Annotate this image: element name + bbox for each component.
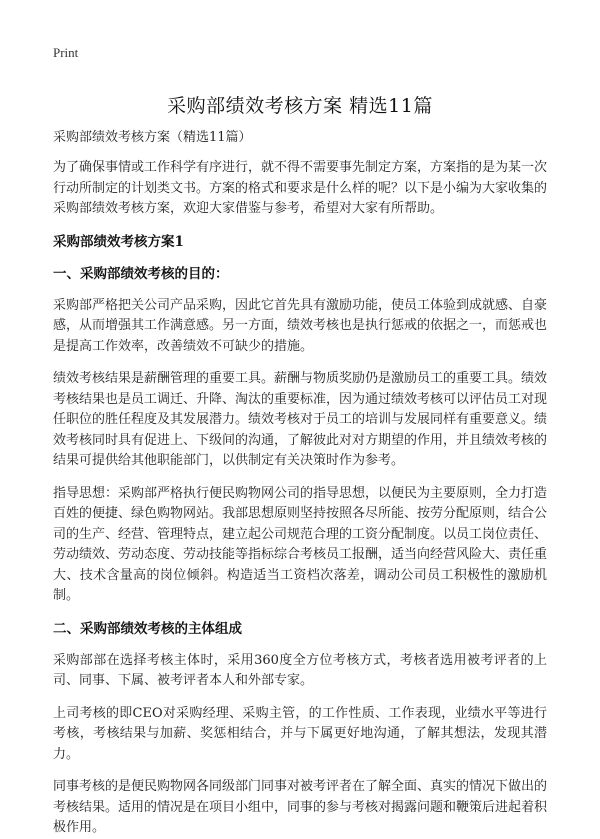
subsection-subjects-heading: 二、采购部绩效考核的主体组成 bbox=[53, 620, 242, 637]
guiding-principle-paragraph: 指导思想：采购部严格执行便民购物网公司的指导思想，以便民为主要原则，全力打造百姓的便捷、绿色购物网站。我部思想原则坚持按照各尽所能、按劳分配原则，结合公司的生产、经营、管理特点，建立起公司规范合理的工资分配制度。以员工岗位责任、劳动绩效、劳动态度、劳动技能等指标综合考核员工报酬，适当向经营风险大、责任重大、技术含量高的岗位倾斜。构造适当工资档次落差，调动公司员工积极性的激励机制。 bbox=[53, 485, 548, 603]
subjects-paragraph-2: 上司考核的即CEO对采购经理、采购主管，的工作性质、工作表现，业绩水平等进行考核，考核结果与加薪、奖惩相结合，并与下属更好地沟通，了解其想法，发现其潜力。 bbox=[53, 705, 547, 762]
subsection-purpose-heading: 一、采购部绩效考核的目的： bbox=[53, 265, 229, 282]
print-link[interactable]: Print bbox=[53, 45, 79, 60]
purpose-paragraph-2: 绩效考核结果是薪酬管理的重要工具。薪酬与物质奖励仍是激励员工的重要工具。绩效考核结果也是员工调迁、升降、淘汰的重要标准，因为通过绩效考核可以评估员工对现任职位的胜任程度及其发展潜力。绩效考核对于员工的培训与发展同样有重要意义。绩效考核同时具有促进上、下级间的沟通，了解彼此对对方期望的作用，并且绩效考核的结果可提供给其他职能部门，以供制定有关决策时作为参考。 bbox=[53, 371, 548, 468]
subjects-paragraph-1: 采购部部在选择考核主体时，采用360度全方位考核方式，考核者选用被考评者的上司、同事、下属、被考评者本人和外部专家。 bbox=[53, 652, 547, 688]
subjects-paragraph-3: 同事考核的是便民购物网各同级部门同事对被考评者在了解全面、真实的情况下做出的考核结果。适用的情况是在项目小组中，同事的参与考核对揭露问题和鞭策后进起着积极作用。 bbox=[53, 779, 548, 835]
document-title: 采购部绩效考核方案 精选11篇 bbox=[167, 95, 433, 117]
section-1-heading: 采购部绩效考核方案1 bbox=[53, 233, 184, 250]
intro-paragraph: 为了确保事情或工作科学有序进行，就不得不需要事先制定方案，方案指的是为某一次行动所制定的计划类文书。方案的格式和要求是什么样的呢？以下是小编为大家收集的采购部绩效考核方案，欢迎大家借鉴与参考，希望对大家有所帮助。 bbox=[53, 160, 548, 216]
document-subtitle: 采购部绩效考核方案（精选11篇） bbox=[53, 130, 252, 145]
purpose-paragraph-1: 采购部严格把关公司产品采购，因此它首先具有激励功能，使员工体验到成就感、自豪感，从而增强其工作满意感。另一方面，绩效考核也是执行惩戒的依据之一，而惩戒也是提高工作效率，改善绩效不可缺少的措施。 bbox=[53, 297, 548, 354]
